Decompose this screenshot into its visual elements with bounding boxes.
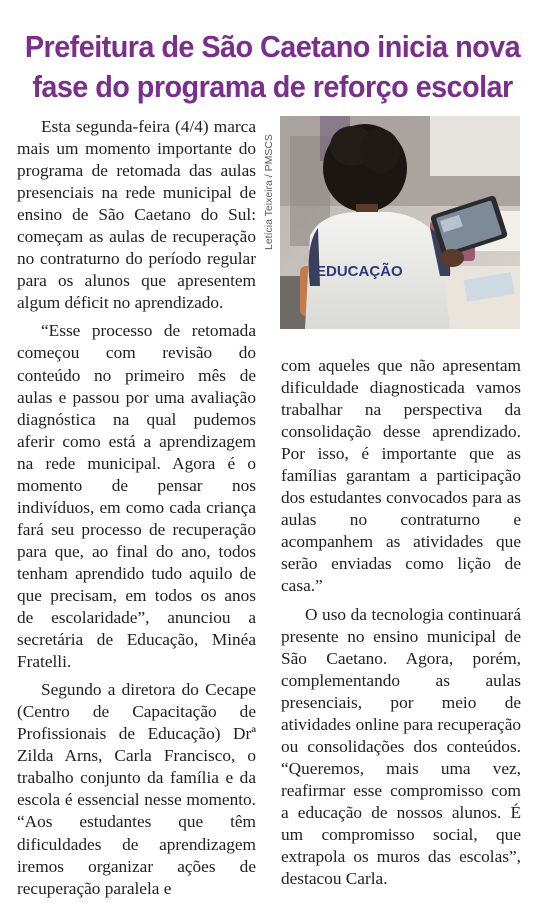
paragraph-secretary-quote: “Esse processo de retomada começou com revisão do conteúdo no primeiro mês de aulas e passou por uma avaliação diagnóstica na qual pudemos aferir como está a aprendizagem na rede municipal. Agora é o momento de pensar nos indivíduos, em como cada criança fará seu processo de recuperação para que, ao final do ano, todos tenham aprendido tudo aquilo de que precisam, em todos os anos de escolaridade”, anunciou a secretária de Educação, Minéa Fratelli. <box>17 321 256 672</box>
paragraph-technology: O uso da tecnologia continuará presente no ensino municipal de São Caetano. Agora, porém, complementando as aulas presenciais, por meio de atividades online para recuperação ou consolidações dos conteúdos. “Queremos, mais uma vez, reafirmar esse compromisso com a educação de nossos alunos. É um compromisso social, que extrapola os muros das escolas”, destacou Carla. <box>281 604 521 889</box>
shirt-text: EDUCAÇÃO <box>316 263 403 280</box>
paragraph-quote-continuation: com aqueles que não apresentam dificuldade diagnosticada vamos trabalhar na perspectiva da consolidação desse aprendizado. Por isso, é importante que as famílias garantam a participação dos estudantes convocados para as aulas no contraturno e acompanhem as atividades que serão enviadas como lição de casa.” <box>281 356 521 596</box>
article-column-right <box>281 355 521 896</box>
photo-credit: Letícia Teixeira / PMSCS <box>263 134 275 250</box>
headline-line-1: Prefeitura de São Caetano inicia nova <box>24 28 521 64</box>
article-photo <box>280 116 520 329</box>
headline <box>19 27 526 107</box>
article-column-left <box>17 116 256 906</box>
headline-line-2: fase do programa de reforço escolar <box>32 68 513 104</box>
paragraph-intro: Esta segunda-feira (4/4) marca mais um momento importante do programa de retomada das aulas presenciais na rede municipal de ensino de São Caetano do Sul: começam as aulas de recuperação no contraturno do período regular para os alunos que apresentem algum déficit no aprendizado. <box>17 117 256 313</box>
classroom-photo-illustration <box>280 116 520 329</box>
paragraph-cecape-director: Segundo a diretora do Cecape (Centro de Capacitação de Profissionais de Educação) Drª Zilda Arns, Carla Francisco, o trabalho conjunto da família e da escola é essencial nesse momento. “Aos estudantes que têm dificuldades de aprendizagem iremos organizar ações de recuperação paralela e <box>17 680 256 898</box>
